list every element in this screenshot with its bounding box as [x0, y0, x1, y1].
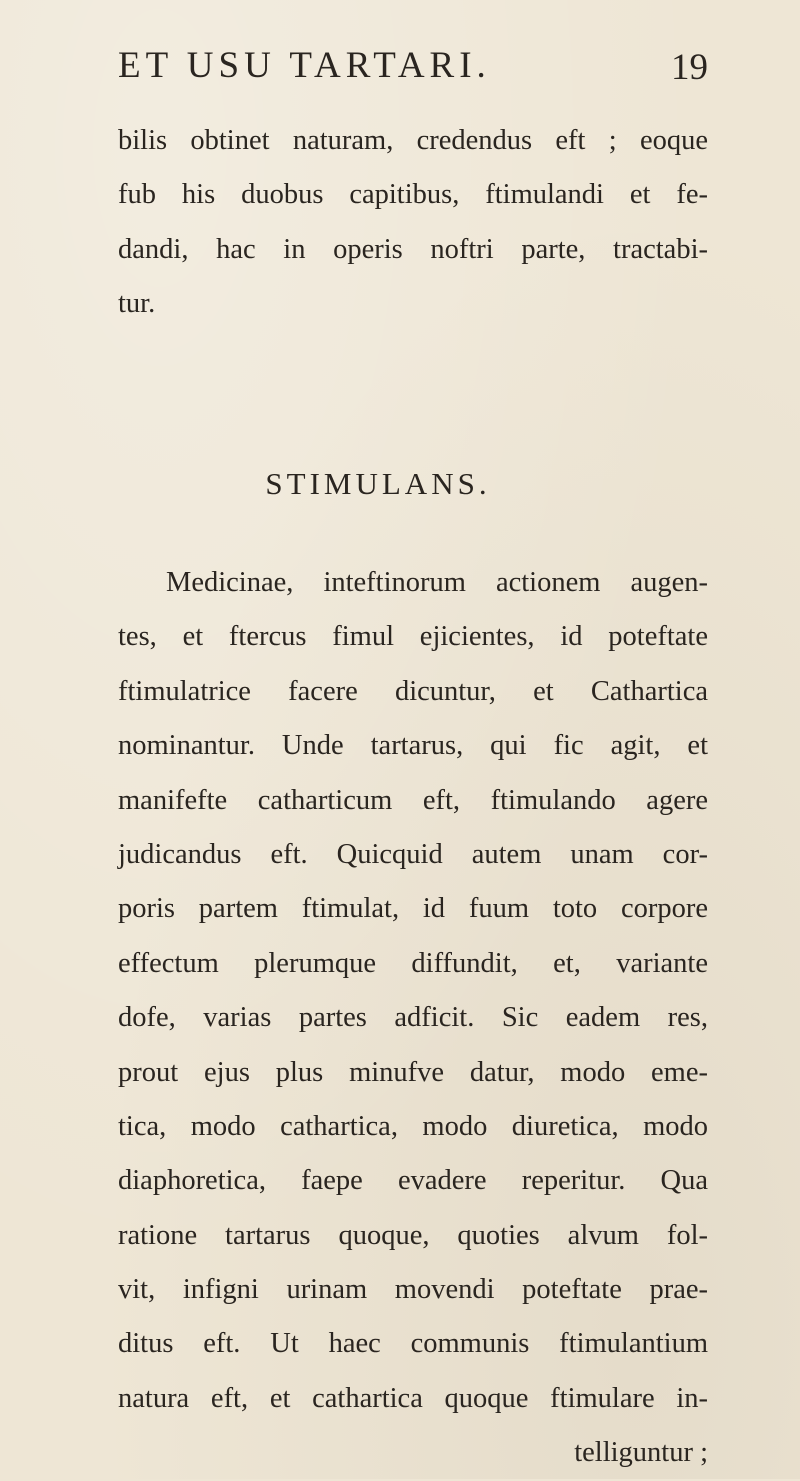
text-line: manifefte catharticum eft, ftimulando agere: [118, 784, 708, 816]
running-head: [118, 44, 708, 94]
text-line: tes, et ftercus fimul ejicientes, id poteftate: [118, 621, 708, 653]
text-line: dandi, hac in operis noftri parte, tractabi-: [118, 233, 708, 265]
text-line: poris partem ftimulat, id fuum toto corpore: [118, 893, 708, 925]
text-line: vit, infigni urinam movendi poteftate prae-: [118, 1274, 708, 1306]
paragraph-stimulans: [118, 556, 708, 1481]
text-line: prout ejus plus minufve datur, modo eme-: [118, 1056, 708, 1088]
catchword-line: telliguntur ;: [574, 1437, 708, 1469]
text-line: natura eft, et cathartica quoque ftimulare in-: [118, 1382, 708, 1414]
text-line: nominantur. Unde tartarus, qui fic agit, et: [118, 730, 708, 762]
text-line: ratione tartarus quoque, quoties alvum fol-: [118, 1219, 708, 1251]
text-line: tica, modo cathartica, modo diuretica, modo: [118, 1110, 708, 1142]
section-heading: STIMULANS.: [265, 466, 491, 501]
text-line: effectum plerumque diffundit, et, variante: [118, 947, 708, 979]
text-line: tur.: [118, 288, 156, 320]
text-line: Medicinae, inteftinorum actionem augen-: [166, 567, 708, 598]
text-line: ditus eft. Ut haec communis ftimulantium: [118, 1328, 708, 1360]
paragraph-continuation: [118, 114, 708, 332]
running-title: ET USU TARTARI.: [118, 45, 491, 86]
text-line: fub his duobus capitibus, ftimulandi et fe-: [118, 179, 708, 211]
text-line: dofe, varias partes adficit. Sic eadem res,: [118, 1002, 708, 1034]
text-line: bilis obtinet naturam, credendus eft ; eoque: [118, 125, 708, 156]
text-line: judicandus eft. Quicquid autem unam cor-: [118, 838, 708, 870]
text-line: ftimulatrice facere dicuntur, et Cathartica: [118, 675, 708, 707]
text-line: diaphoretica, faepe evadere reperitur. Qua: [118, 1165, 708, 1197]
page-number: 19: [671, 47, 708, 88]
